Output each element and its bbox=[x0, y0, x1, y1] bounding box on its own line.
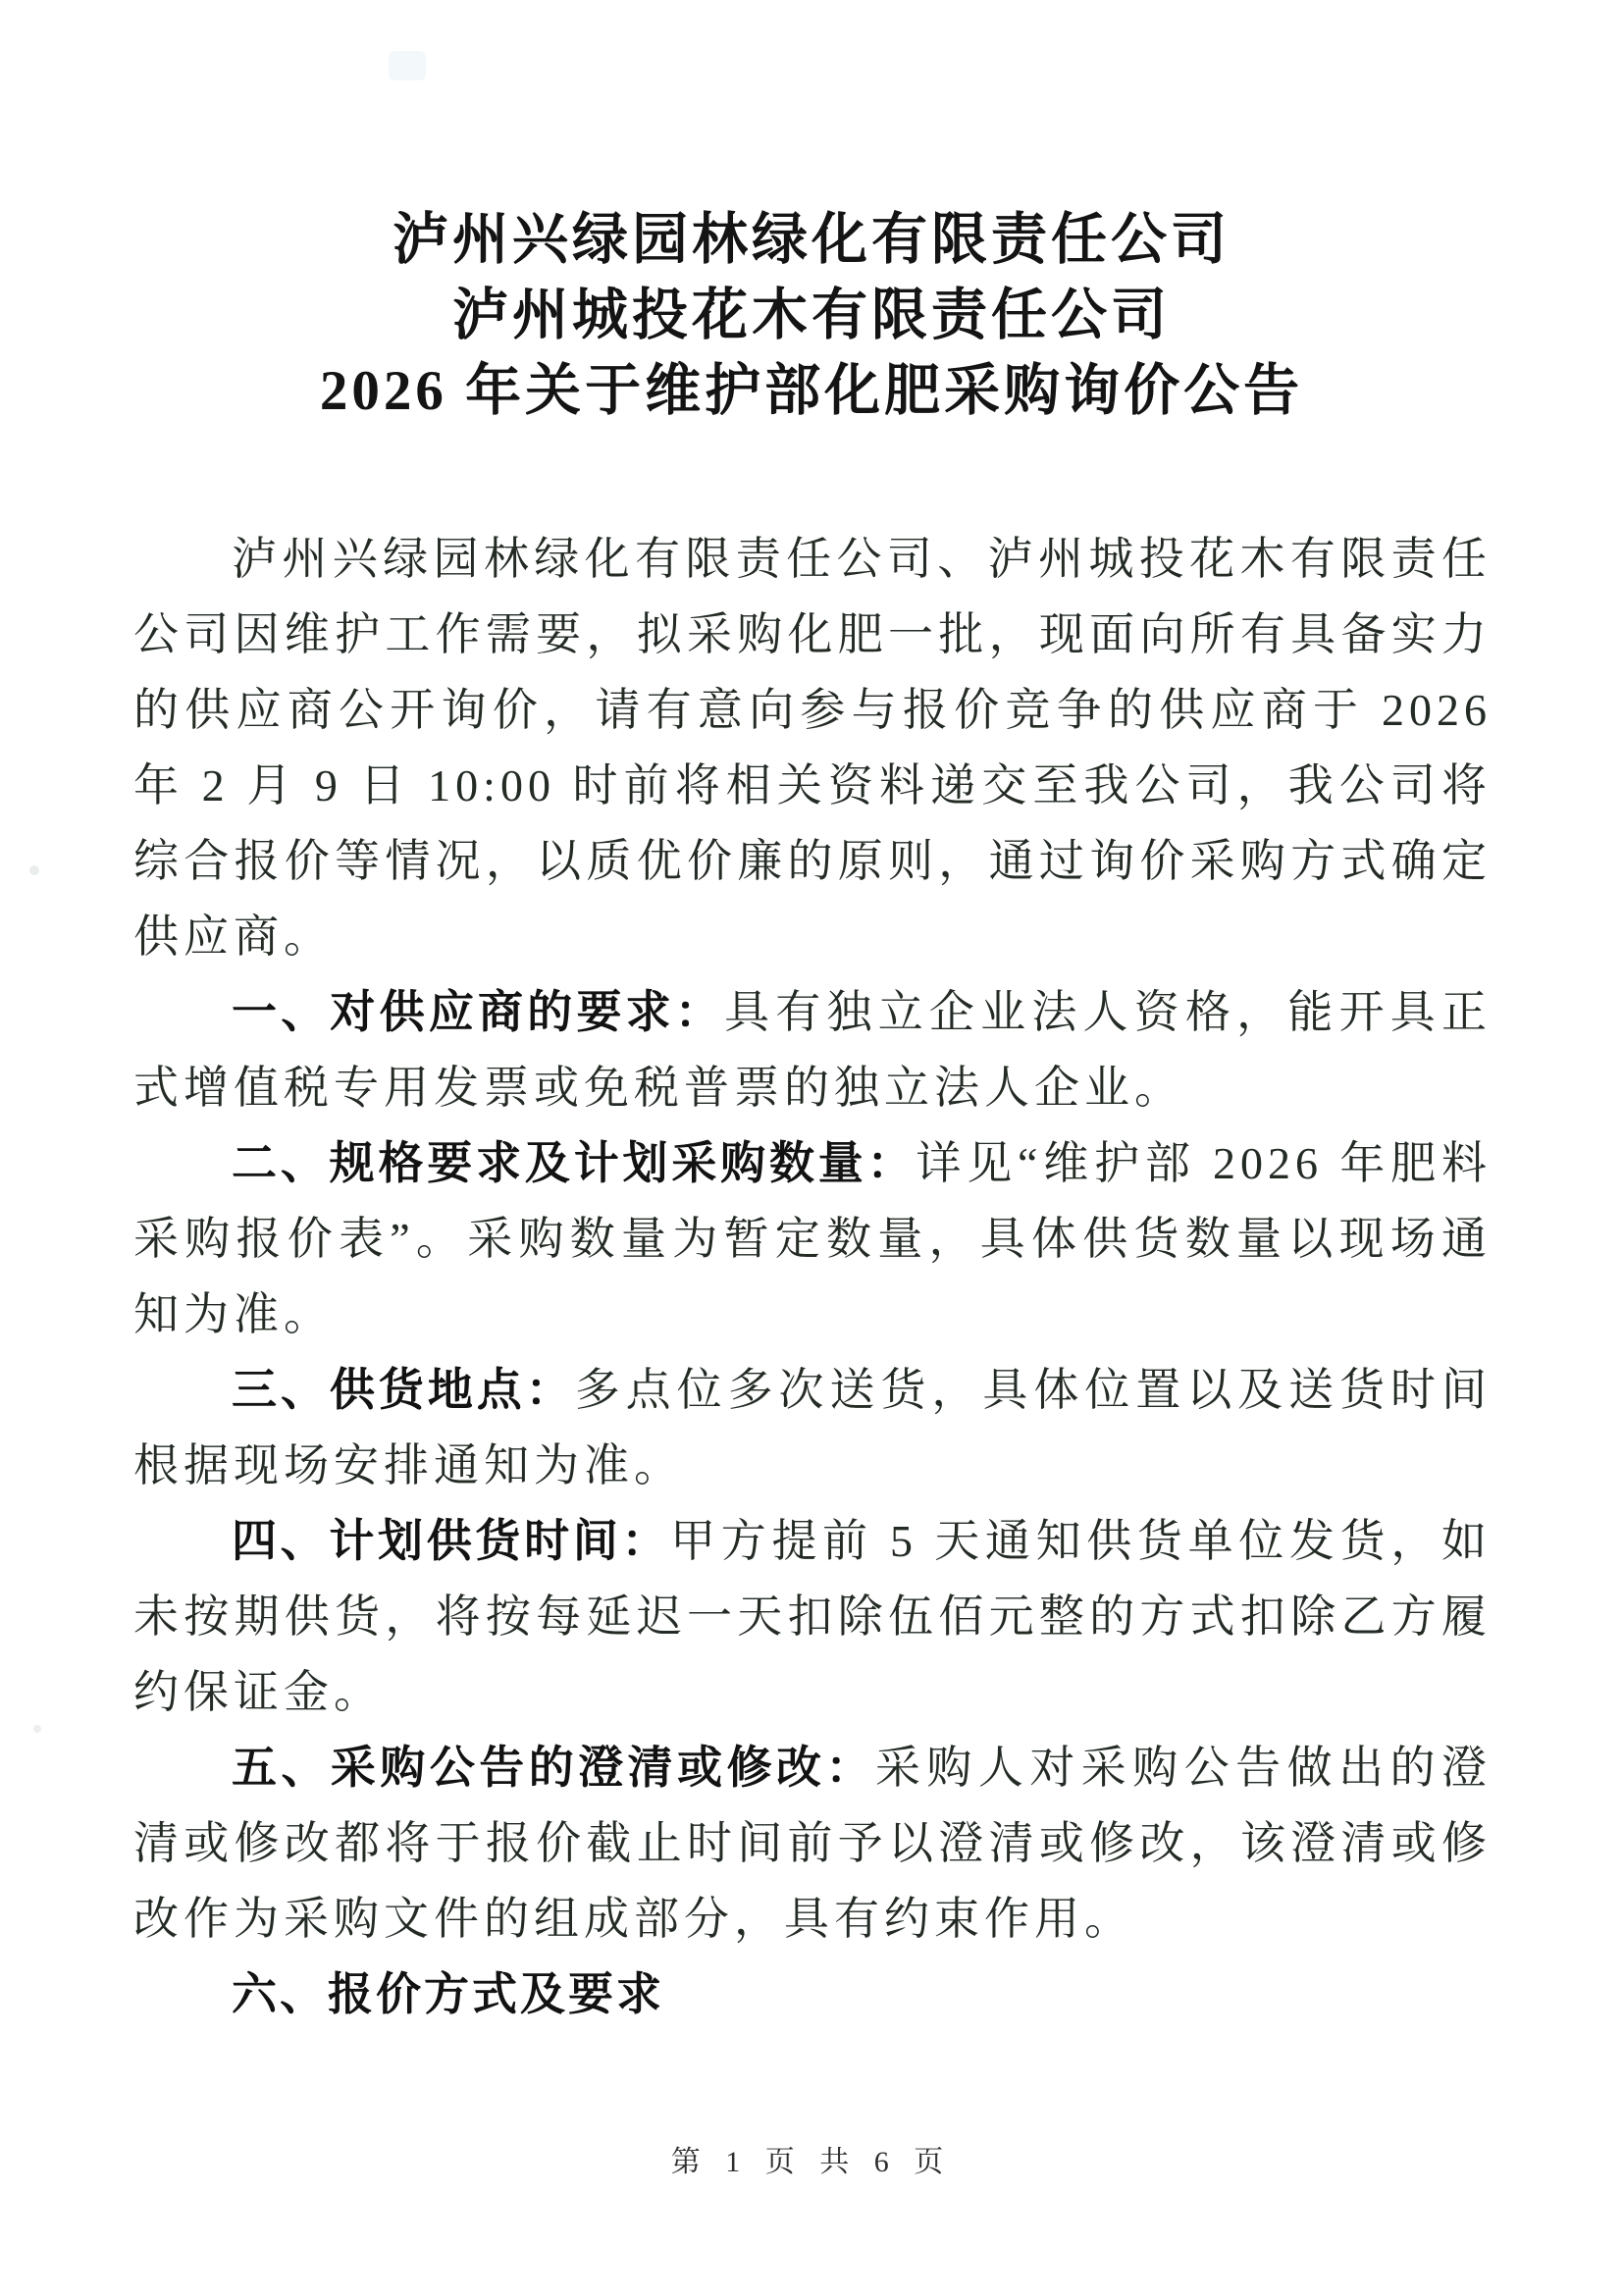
scan-artifact bbox=[33, 1725, 41, 1733]
section-4-delivery-schedule bbox=[133, 1503, 1492, 1730]
document-title-line-2: 泸州城投花木有限责任公司 bbox=[452, 285, 1171, 346]
section-3-heading: 三、供货地点： bbox=[232, 1364, 575, 1415]
document-title-line-1: 泸州兴绿园林绿化有限责任公司 bbox=[393, 209, 1230, 271]
document-body bbox=[133, 521, 1492, 2032]
section-1-text: 具有独立企业法人资格，能开具正式增值税专用发票或免税普票的独立法人企业。 bbox=[133, 987, 1492, 1113]
section-5-text: 采购人对采购公告做出的澄清或修改都将于报价截止时间前予以澄清或修改，该澄清或修改作为采购文件的组成部分，具有约束作用。 bbox=[133, 1743, 1492, 1944]
section-1-supplier-requirements bbox=[133, 974, 1492, 1125]
scan-artifact bbox=[29, 865, 39, 875]
section-5-heading: 五、采购公告的澄清或修改： bbox=[232, 1742, 875, 1793]
section-2-spec-and-quantity bbox=[133, 1125, 1492, 1352]
section-5-clarification-modification bbox=[133, 1730, 1492, 1957]
section-6-quotation-method bbox=[133, 1957, 1492, 2032]
document-title-line-3: 2026 年关于维护部化肥采购询价公告 bbox=[319, 360, 1304, 422]
section-2-heading: 二、规格要求及计划采购数量： bbox=[232, 1137, 916, 1188]
section-3-delivery-location bbox=[133, 1352, 1492, 1503]
section-3-text: 多点位多次送货，具体位置以及送货时间根据现场安排通知为准。 bbox=[133, 1365, 1492, 1490]
paragraph-intro bbox=[133, 521, 1492, 974]
section-6-heading: 六、报价方式及要求 bbox=[232, 1968, 664, 2019]
section-1-heading: 一、对供应商的要求： bbox=[232, 986, 725, 1037]
section-4-heading: 四、计划供货时间： bbox=[232, 1515, 671, 1566]
document-title bbox=[0, 0, 1623, 429]
page-number-footer: 第 1 页 共 6 页 bbox=[670, 2146, 953, 2178]
section-4-text: 甲方提前 5 天通知供货单位发货，如未按期供货，将按每延迟一天扣除伍佰元整的方式扣除乙方履约保证金。 bbox=[133, 1516, 1492, 1717]
paragraph-intro-text: 泸州兴绿园林绿化有限责任公司、泸州城投花木有限责任公司因维护工作需要，拟采购化肥一批，现面向所有具备实力的供应商公开询价，请有意向参与报价竞争的供应商于 2026 年 2 月 9 日 10:00 时前将相关资料递交至我公司，我公司将综合报价等情况，以质优价廉的原则，通过询价采购方式确定供应商。 bbox=[133, 534, 1492, 962]
section-2-text: 详见“维护部 2026 年肥料采购报价表”。采购数量为暂定数量，具体供货数量以现场通知为准。 bbox=[133, 1138, 1492, 1339]
